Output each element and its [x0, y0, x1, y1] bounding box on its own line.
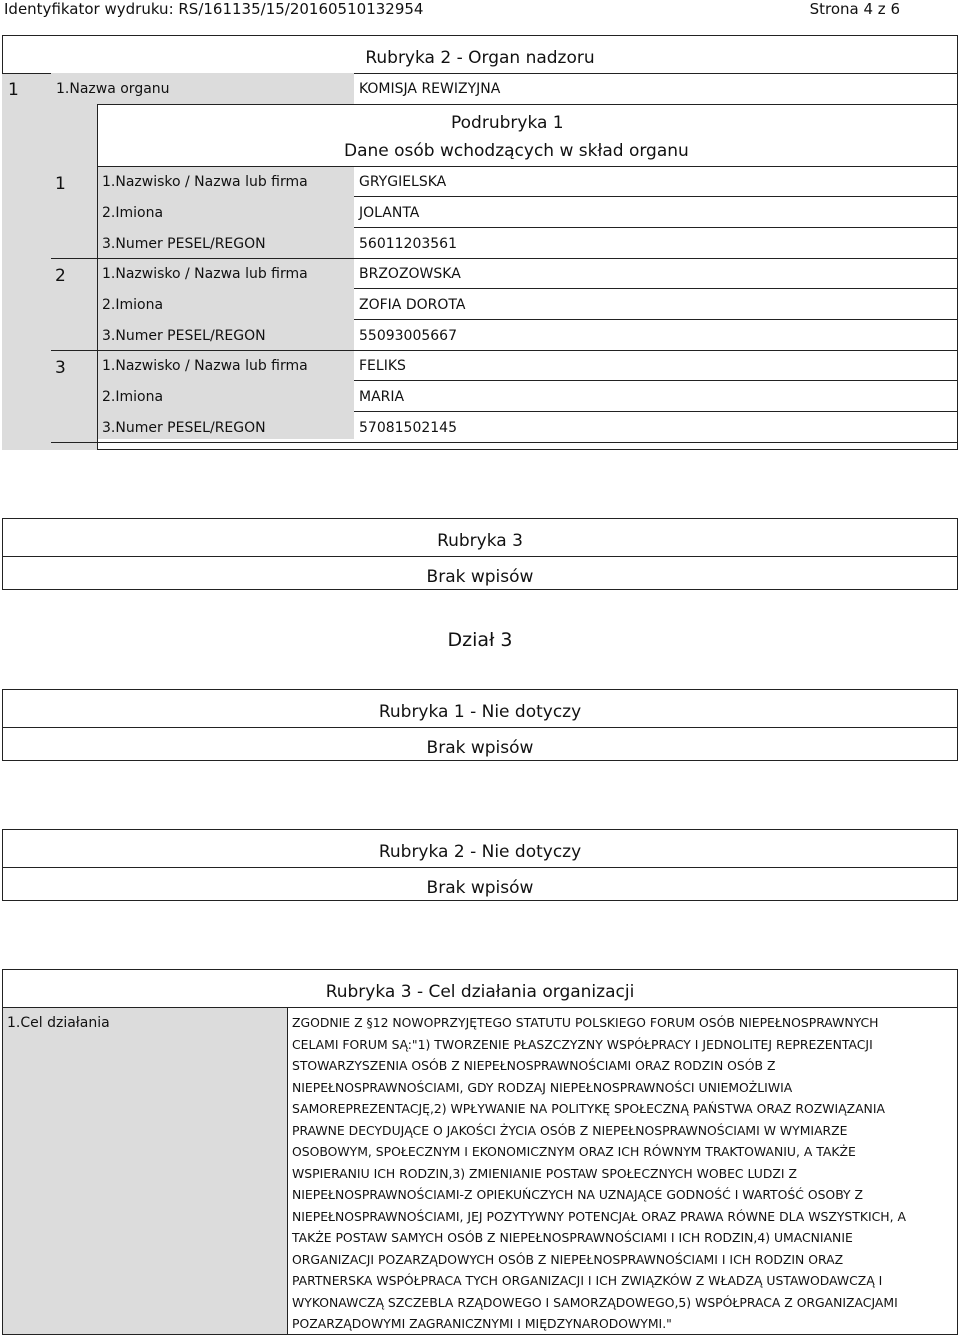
cel-line: OSOBOWYM, SPOŁECZNYM I EKONOMICZNYM ORAZ ICH RÓWNYM TRAKTOWANIU, A TAKŻE	[292, 1144, 856, 1159]
cel-line: POZARZĄDOWYMI ZAGRANICZNYMI I MIĘDZYNARODOWYMI."	[292, 1316, 672, 1331]
cel-line: ORGANIZACJI POZARZĄDOWYCH OSÓB Z NIEPEŁNOSPRAWNOŚCIAMI I ICH RODZIN ORAZ	[292, 1251, 844, 1267]
row-index: 1	[8, 80, 19, 100]
cel-line: NIEPEŁNOSPRAWNOŚCIAMI, JEJ POZYTYWNY POTENCJAŁ ORAZ PRAWA RÓWNE DLA WSZYSTKICH, A	[292, 1208, 906, 1224]
cel-line: PARTNERSKA WSPÓŁPRACA TYCH ORGANIZACJI I ICH ZWIĄZKÓW Z WŁADZĄ USTAWODAWCZĄ I	[292, 1273, 883, 1288]
cel-line: PRAWNE DECYDUJĄCE O JAKOŚCI ŻYCIA OSÓB Z NIEPEŁNOSPRAWNOŚCIAMI W WYMIARZE	[292, 1122, 848, 1138]
pesel-label: 3.Numer PESEL/REGON	[102, 236, 266, 252]
surname-label: 1.Nazwisko / Nazwa lub firma	[102, 174, 308, 190]
cel-line: NIEPEŁNOSPRAWNOŚCIAMI, GDY RODZAJ NIEPEŁNOSPRAWNOŚCI UNIEMOŻLIWIA	[292, 1079, 793, 1095]
surname-value: FELIKS	[359, 358, 406, 374]
surname-value: BRZOZOWSKA	[359, 266, 461, 282]
names-label: 2.Imiona	[102, 389, 164, 405]
page-number: Strona 4 z 6	[809, 0, 900, 18]
names-value: JOLANTA	[359, 205, 420, 221]
surname-label: 1.Nazwisko / Nazwa lub firma	[102, 358, 308, 374]
person-index: 2	[55, 266, 66, 286]
cel-line: WYKONAWCZĄ SZCZEBLA RZĄDOWEGO I SAMORZĄDOWEGO,5) WSPÓŁPRACA Z ORGANIZACJAMI	[292, 1294, 898, 1310]
d3-rubryka2-empty: Brak wpisów	[426, 878, 534, 898]
podrubryka-subtitle: Dane osób wchodzących w skład organu	[344, 141, 689, 161]
names-value: MARIA	[359, 389, 405, 405]
podrubryka-title: Podrubryka 1	[451, 113, 564, 133]
cel-text	[292, 1012, 954, 1335]
d3-rubryka3-title: Rubryka 3 - Cel działania organizacji	[325, 982, 635, 1002]
names-label: 2.Imiona	[102, 297, 164, 313]
pesel-label: 3.Numer PESEL/REGON	[102, 328, 266, 344]
d3-rubryka2-title: Rubryka 2 - Nie dotyczy	[378, 842, 582, 862]
names-label: 2.Imiona	[102, 205, 164, 221]
d3-rubryka1-empty: Brak wpisów	[426, 738, 534, 758]
pesel-value: 56011203561	[359, 236, 457, 252]
rubryka3-empty: Brak wpisów	[426, 567, 534, 587]
surname-label: 1.Nazwisko / Nazwa lub firma	[102, 266, 308, 282]
person-index: 1	[55, 174, 66, 194]
person-index: 3	[55, 358, 66, 378]
cel-line: SAMOREPREZENTACJĘ,2) WPŁYWANIE NA POLITYKĘ SPOŁECZNĄ PAŃSTWA ORAZ ROZWIĄZANIA	[292, 1101, 885, 1116]
dzial3-title: Dział 3	[447, 629, 513, 651]
nazwa-organu-value: KOMISJA REWIZYJNA	[359, 81, 501, 97]
cel-line: NIEPEŁNOSPRAWNOŚCIAMI-Z OPIEKUŃCZYCH NA UZNAJĄCE GODNOŚĆ I WARTOŚĆ OSOBY Z	[292, 1187, 864, 1202]
rubryka2-title: Rubryka 2 - Organ nadzoru	[365, 48, 595, 68]
cel-line: TAKŻE POSTAW SAMYCH OSÓB Z NIEPEŁNOSPRAWNOŚCIAMI I ICH RODZIN,4) UMACNIANIE	[292, 1230, 853, 1245]
surname-value: GRYGIELSKA	[359, 174, 447, 190]
names-value: ZOFIA DOROTA	[359, 297, 466, 313]
d3-rubryka1-title: Rubryka 1 - Nie dotyczy	[378, 702, 582, 722]
index-column	[2, 73, 51, 450]
cel-line: CELAMI FORUM SĄ:"1) TWORZENIE PŁASZCZYZNY WSPÓŁPRACY I JEDNOLITEJ REPREZENTACJI	[292, 1036, 873, 1052]
cel-line: WSPIERANIU ICH RODZIN,3) ZMIENIANIE POSTAW SPOŁECZNYCH WOBEC LUDZI Z	[292, 1165, 797, 1181]
cel-label-cell	[3, 1008, 287, 1334]
pesel-value: 55093005667	[359, 328, 457, 344]
nazwa-organu-label: 1.Nazwa organu	[56, 81, 170, 97]
rubryka3-title: Rubryka 3	[437, 531, 523, 551]
pesel-label: 3.Numer PESEL/REGON	[102, 420, 266, 436]
cel-label: 1.Cel działania	[7, 1015, 110, 1031]
pesel-value: 57081502145	[359, 420, 457, 436]
cel-line: ZGODNIE Z §12 NOWOPRZYJĘTEGO STATUTU POLSKIEGO FORUM OSÓB NIEPEŁNOSPRAWNYCH	[292, 1015, 879, 1030]
cel-line: STOWARZYSZENIA OSÓB Z NIEPEŁNOSPRAWNOŚCIAMI ORAZ RODZIN OSÓB Z	[292, 1058, 776, 1073]
print-id: Identyfikator wydruku: RS/161135/15/20160510132954	[4, 0, 424, 18]
